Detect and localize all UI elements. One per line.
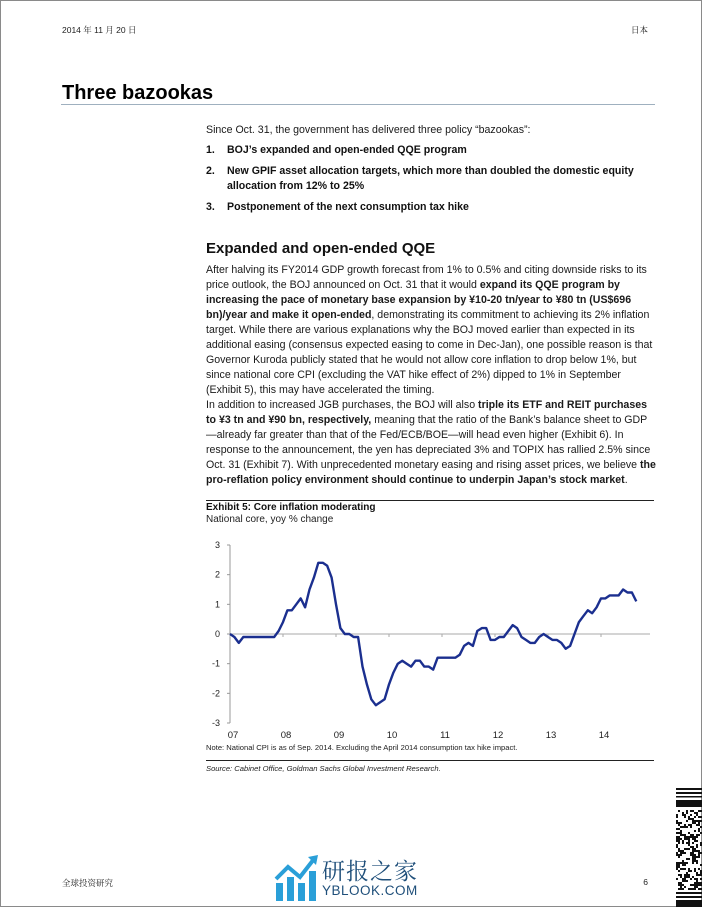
- bazookas-list: [206, 143, 656, 221]
- section-heading: Expanded and open-ended QQE: [206, 240, 436, 257]
- watermark-en: YBLOOK.COM: [322, 883, 418, 898]
- x-tick-label: 07: [227, 730, 239, 741]
- y-tick-label: 0: [214, 629, 220, 639]
- list-text: New GPIF asset allocation targets, which more than doubled the domestic equity allocation from 12% to 25%: [227, 165, 634, 192]
- list-number: 3.: [206, 201, 215, 213]
- y-axis: [212, 540, 230, 728]
- y-tick-label: 3: [214, 540, 220, 550]
- x-tick-label: 11: [440, 730, 450, 741]
- core-inflation-chart: [200, 535, 660, 745]
- exhibit-source: Source: Cabinet Office, Goldman Sachs Global Investment Research.: [206, 764, 441, 773]
- page-title: Three bazookas: [62, 82, 214, 104]
- list-number: 2.: [206, 165, 215, 177]
- text-run: After halving its FY2014 GDP growth forecast from 1% to 0.5% and citing downside risks to its price outlook, the BOJ announced on Oct. 31 that it would: [206, 264, 647, 291]
- source-rule: [206, 760, 654, 761]
- list-text: BOJ’s expanded and open-ended QQE program: [227, 144, 467, 156]
- paragraph-etf: [206, 398, 656, 488]
- title-divider: [61, 104, 655, 105]
- exhibit-subtitle: National core, yoy % change: [206, 514, 334, 525]
- text-run: In addition to increased JGB purchases, the BOJ will also: [206, 399, 479, 411]
- text-run: .: [624, 474, 628, 486]
- list-text: Postponement of the next consumption tax hike: [227, 201, 469, 213]
- chart-growth-icon: [274, 853, 320, 903]
- x-tick-label: 09: [333, 730, 345, 741]
- list-item: [206, 200, 656, 215]
- y-tick-label: -1: [211, 658, 220, 669]
- x-tick-label: 12: [492, 730, 504, 741]
- x-tick-label: 10: [386, 730, 398, 741]
- x-tick-label: 13: [545, 730, 557, 741]
- header-date: 2014 年 11 月 20 日: [62, 25, 137, 35]
- watermark-cn: 研报之家: [322, 859, 418, 885]
- barcode-icon: [676, 788, 702, 907]
- exhibit-top-rule: [206, 500, 654, 501]
- list-number: 1.: [206, 144, 215, 156]
- page-number: 6: [643, 877, 648, 887]
- footer-label: 全球投资研究: [62, 878, 114, 888]
- x-axis: [228, 634, 650, 741]
- x-tick-label: 08: [280, 730, 292, 741]
- exhibit-note: Note: National CPI is as of Sep. 2014. Excluding the April 2014 consumption tax hike impact.: [206, 743, 518, 752]
- list-item: [206, 164, 656, 194]
- y-tick-label: -2: [211, 688, 220, 699]
- emphasis-text: triple its ETF and REIT purchases to ¥3 tn and ¥90 bn, respectively,: [206, 399, 647, 426]
- paragraph-qqe: [206, 263, 656, 398]
- x-tick-label: 14: [598, 730, 610, 741]
- y-tick-label: 1: [214, 599, 220, 610]
- y-tick-label: -3: [211, 718, 220, 728]
- exhibit-title: Exhibit 5: Core inflation moderating: [206, 502, 376, 513]
- emphasis-text: expand its QQE program by increasing the pace of monetary base expansion by ¥10-20 tn/year to ¥80 tn (US$696 bn)/year and make it open-ended: [206, 279, 632, 321]
- text-run: , demonstrating its commitment to achieving its 2% inflation target. While there are various explanations why the BOJ moved earlier than expected in its additional easing (consensus expected easing to come in Dec-Jan), one possible reason is that Governor Kuroda publicly stated that he would not allow core inflation to drop below 1%, but since national core CPI (excluding the VAT hike effect of 2%) dipped to 1% in September (Exhibit 5), this may have accelerated the timing.: [206, 309, 653, 396]
- text-run: meaning that the ratio of the Bank’s balance sheet to GDP—already far greater than that of the Fed/ECB/BOE—will head even higher (Exhibit 6). In response to the announcement, the yen has depreciated 3% and TOPIX has rallied 2.5% since Oct. 31 (Exhibit 7). With unprecedented monetary easing and rising asset prices, we believe: [206, 414, 651, 471]
- watermark-logo: [274, 853, 434, 903]
- header-region: 日本: [630, 25, 648, 35]
- intro-paragraph: Since Oct. 31, the government has delivered three policy “bazookas”:: [206, 124, 531, 136]
- emphasis-text: the pro-reflation policy environment should continue to underpin Japan’s stock market: [206, 459, 656, 486]
- y-tick-label: 2: [214, 569, 220, 580]
- list-item: [206, 143, 656, 158]
